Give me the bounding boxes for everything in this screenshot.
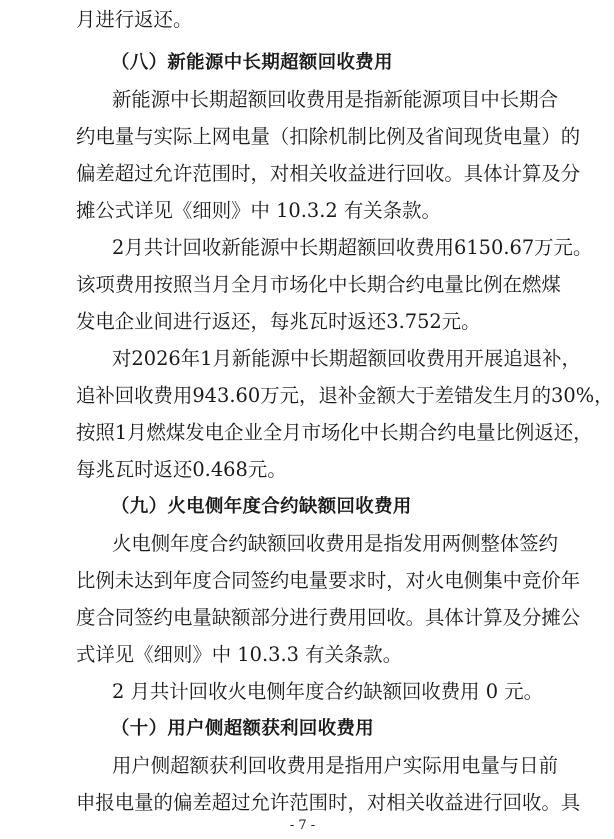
paragraph-line: 该项费用按照当月全月市场化中长期合约电量比例在燃煤: [76, 273, 561, 296]
paragraph-line: 火电侧年度合约缺额回收费用是指发用两侧整体签约: [112, 532, 558, 555]
page-number: - 7 -: [289, 818, 316, 833]
section-heading-10: （十）用户侧超额获利回收费用: [111, 718, 375, 739]
paragraph-line: 发电企业间进行返还，每兆瓦时返还3.752元。: [76, 310, 481, 333]
text-line-continuation: 月进行返还。: [76, 8, 193, 31]
paragraph-line: 每兆瓦时返还0.468元。: [76, 458, 287, 481]
paragraph-line: 偏差超过允许范围时，对相关收益进行回收。具体计算及分: [76, 162, 581, 185]
paragraph-line: 比例未达到年度合同签约电量要求时，对火电侧集中竞价年: [76, 569, 581, 592]
paragraph-line: 新能源中长期超额回收费用是指新能源项目中长期合: [112, 88, 558, 111]
section-heading-8: （八）新能源中长期超额回收费用: [111, 52, 393, 73]
paragraph-line: 追补回收费用943.60万元，退补金额大于差错发生月的30%，: [76, 384, 614, 407]
paragraph-line: 度合同签约电量缺额部分进行费用回收。具体计算及分摊公: [76, 606, 581, 629]
paragraph-line: 摊公式详见《细则》中 10.3.2 有关条款。: [76, 199, 441, 222]
paragraph-line: 对2026年1月新能源中长期超额回收费用开展追退补，: [112, 347, 581, 370]
paragraph-line: 按照1月燃煤发电企业全月市场化中长期合约电量比例返还，: [76, 421, 593, 444]
section-heading-9: （九）火电侧年度合约缺额回收费用: [111, 496, 412, 517]
paragraph-line: 式详见《细则》中 10.3.3 有关条款。: [76, 643, 403, 666]
paragraph-line: 2 月共计回收火电侧年度合约缺额回收费用 0 元。: [112, 680, 543, 703]
paragraph-line: 2月共计回收新能源中长期超额回收费用6150.67万元。: [112, 236, 593, 259]
paragraph-line: 用户侧超额获利回收费用是指用户实际用电量与日前: [112, 754, 558, 777]
paragraph-line: 约电量与实际上网电量（扣除机制比例及省间现货电量）的: [76, 125, 581, 148]
paragraph-line: 申报电量的偏差超过允许范围时，对相关收益进行回收。具: [76, 791, 581, 814]
